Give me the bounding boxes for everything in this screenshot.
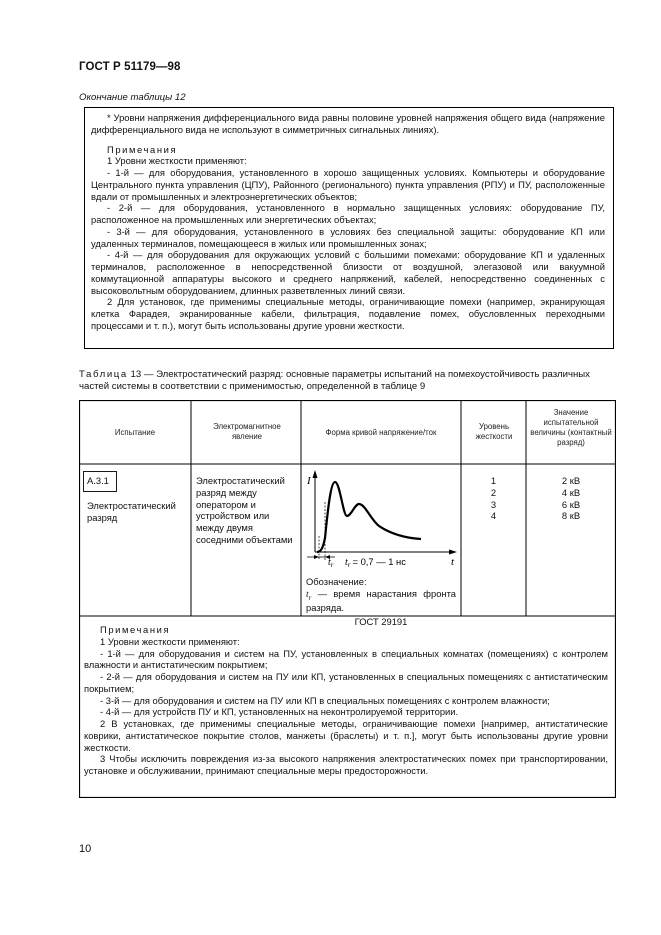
tr-equation bbox=[345, 556, 406, 569]
x-axis-arrow bbox=[449, 550, 457, 555]
notes-note3: 3 Чтобы исключить повреждения из-за высокого напряжения электростатических помех при транспортировании, установке и обслуживании, принимают специальные меры предосторожности. bbox=[84, 753, 608, 776]
table12-end-box bbox=[84, 107, 614, 349]
value-4: 8 кВ bbox=[561, 510, 581, 522]
header-level: Уровень жесткости bbox=[475, 422, 513, 442]
note1-item: - 1-й — для оборудования, установленного в хорошо защищенных условиях. Компьютеры и оборудование Центрального пункта управления (ЦПУ), Районного (регионального) пункта управления (РПУ) и ПУ, расположенные вдали от промышленных и электроэнергетических объектов; bbox=[91, 167, 605, 202]
legend-text bbox=[306, 588, 456, 614]
legend-symbol-sub: r bbox=[308, 593, 312, 602]
page-number: 10 bbox=[79, 843, 92, 855]
tr-eq-sub: r bbox=[347, 561, 351, 569]
severity-levels bbox=[461, 475, 526, 522]
note1-item: - 4-й — для оборудования для окружающих условий с большими помехами: оборудование КП и удаленных терминалов, расположенное в непосредственной близости от воздушной, элегазовой или вакуумной коммутационной аппаратуры высокого и среднего напряжений, кабелей, непосредственно соединенных с высоковольтным оборудованием, длинных разветвленных линий связи. bbox=[91, 249, 605, 296]
header-waveform: Форма кривой напряжение/ток bbox=[325, 428, 437, 437]
table-caption-text: 13 — Электростатический разряд: основные параметры испытаний на помехоустойчивость различных частей системы в соответствии с применимостью, определенной в таблице 9 bbox=[79, 369, 590, 393]
notes-intro: 1 Уровни жесткости применяют: bbox=[100, 635, 240, 647]
notes-note2: 2 В установках, где применимы специальные методы, ограничивающие помехи [например, антистатические коврики, антистатическое покрытие столов, манжеты (браслеты) и т. п.], могут быть использованы другие уровни жесткости. bbox=[84, 718, 608, 753]
test-code: A.3.1 bbox=[87, 475, 109, 486]
level-2: 2 bbox=[490, 486, 497, 498]
phenomenon-text: Электростатический разряд между оператором и устройством или между двумя соседними объектами bbox=[196, 475, 293, 545]
table13-caption bbox=[79, 369, 617, 394]
note1-item: - 3-й — для оборудования, установленного в условиях без специальной защиты: оборудование КП или удаленных терминалов, помещающееся в жилых или промышленных зонах; bbox=[91, 225, 605, 249]
level-1: 1 bbox=[490, 475, 497, 486]
header-phenomenon: Электромагнитное явление bbox=[213, 422, 281, 442]
tr-eq-value: = 0,7 — 1 нс bbox=[352, 556, 406, 567]
level-3: 3 bbox=[490, 498, 497, 510]
tr-eq-t: t bbox=[345, 557, 348, 568]
header-value: Значение испытательной величины (контактный разряд) bbox=[530, 408, 612, 448]
document-header: ГОСТ Р 51179—98 bbox=[79, 61, 181, 73]
footnote: * Уровни напряжения дифференциального вида равны половине уровней напряжения общего вида (напряжение дифференциального вида не используют в симметричных сигнальных линиях). bbox=[91, 112, 605, 135]
value-3: 6 кВ bbox=[561, 498, 581, 510]
header-test: Испытание bbox=[114, 428, 156, 437]
tr-mark-sub: r bbox=[330, 561, 334, 569]
notes-item: - 4-й — для устройств ПУ и КП, установленных на неконтролируемой территории. bbox=[100, 706, 459, 718]
waveform-legend bbox=[306, 576, 456, 628]
legend-title: Обозначение: bbox=[306, 576, 367, 587]
test-values bbox=[526, 475, 616, 522]
tr-arrow-left bbox=[314, 555, 319, 559]
table-label: Таблица bbox=[79, 369, 128, 380]
value-1: 2 кВ bbox=[561, 475, 581, 486]
test-name: Электростатический разряд bbox=[87, 500, 176, 523]
tr-mark-t: t bbox=[328, 557, 331, 568]
notes-item: - 3-й — для оборудования и систем на ПУ или КП в специальных помещениях с контролем влажности; bbox=[100, 694, 550, 706]
notes-title: Примечания bbox=[100, 624, 171, 635]
table-continuation-label: Окончание таблицы 12 bbox=[79, 92, 186, 103]
note2: 2 Для установок, где применимы специальные методы, ограничивающие помехи (например, экранирующая клетка Фарадея, экранированные кабели, фильтрация, подавление помех, обусловленных переходными процессами и т. п.), могут быть использованы другие уровни жесткости. bbox=[91, 296, 605, 331]
axis-x-label: t bbox=[451, 556, 455, 568]
table13-notes bbox=[84, 624, 608, 777]
legend-description: — время нарастания фронта разряда. bbox=[306, 587, 456, 614]
discharge-curve bbox=[317, 482, 421, 552]
notes-item: - 1-й — для оборудования и систем на ПУ, установленных в специальных комнатах (помещениях) с контролем влажности и антистатическим покрытием; bbox=[84, 647, 608, 671]
tr-mark bbox=[328, 557, 334, 569]
level-4: 4 bbox=[490, 510, 497, 522]
legend-symbol: t bbox=[306, 589, 309, 600]
note1-intro: 1 Уровни жесткости применяют: bbox=[107, 155, 247, 167]
legend-reference: ГОСТ 29191 bbox=[354, 616, 408, 628]
y-axis-arrow bbox=[313, 470, 318, 478]
notes-item: - 2-й — для оборудования и систем на ПУ или КП, установленных в специальных помещениях с антистатическим покрытием; bbox=[84, 671, 608, 694]
value-2: 4 кВ bbox=[561, 486, 581, 498]
axis-y-label: I bbox=[307, 475, 311, 487]
notes-title: Примечания bbox=[107, 143, 178, 155]
note1-item: - 2-й — для оборудования, установленного в нормально защищенных условиях: оборудование ПУ, расположенное на промышленных или энергетических объектах; bbox=[91, 202, 605, 225]
